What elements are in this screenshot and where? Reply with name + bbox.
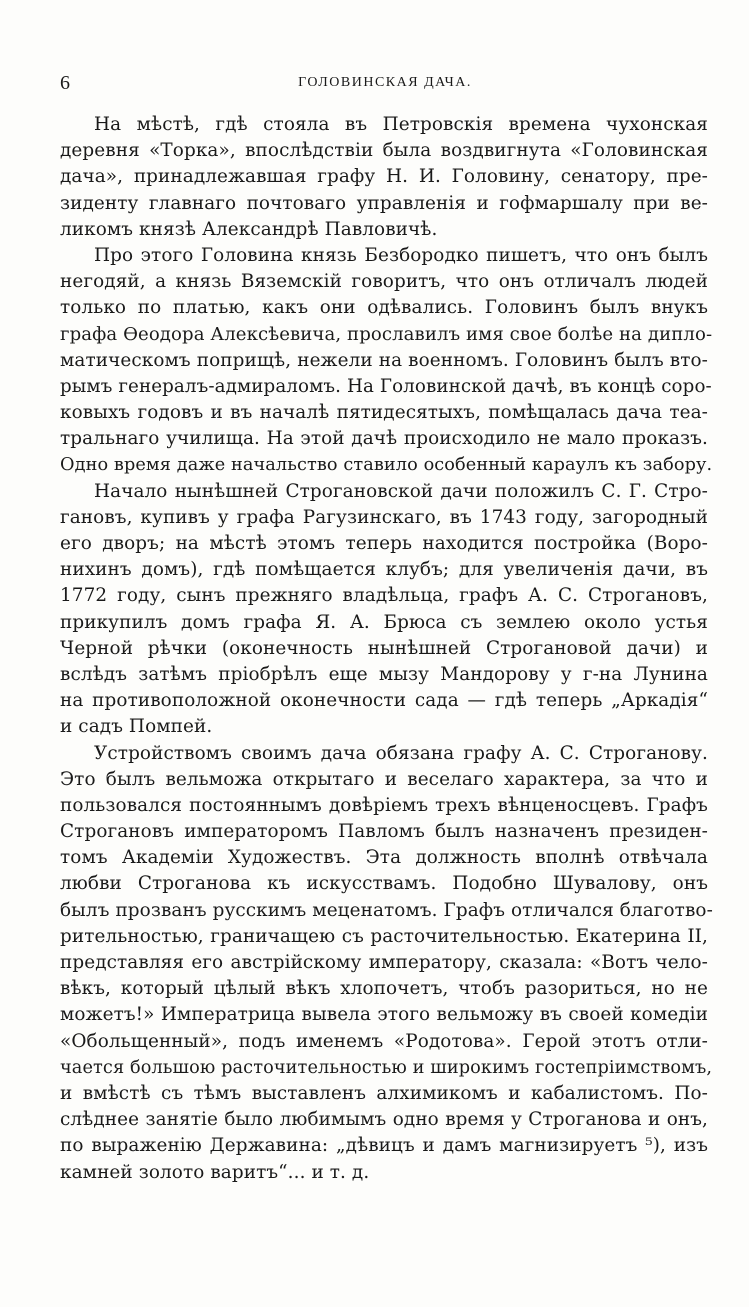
paragraph xyxy=(60,741,713,1186)
text-line: пользовался постояннымъ довѣріемъ трехъ вѣнценосцевъ. Графъ xyxy=(60,794,708,816)
text-line: и садъ Помпей. xyxy=(60,716,213,738)
text-line: по выраженію Державина: „дѣвицъ и дамъ магнизируетъ ⁵), изъ xyxy=(60,1135,708,1157)
paragraph xyxy=(60,243,713,479)
text-line: его дворъ; на мѣстѣ этомъ теперь находится постройка (Воро- xyxy=(60,533,708,554)
text-line: и вмѣстѣ съ тѣмъ выставленъ алхимикомъ и кабалистомъ. По- xyxy=(60,1082,708,1104)
page-number: 6 xyxy=(60,72,70,94)
text-line: деревня «Торка», впослѣдствіи была воздвигнута «Головинская xyxy=(60,140,708,162)
text-line: прикупилъ домъ графа Я. А. Брюса съ землею около устья xyxy=(60,611,708,633)
text-line: вслѣдъ затѣмъ пріобрѣлъ еще мызу Мандорову у г-на Лунина xyxy=(60,663,708,685)
text-line: представляя его австрійскому императору, сказала: «Вотъ чело- xyxy=(60,952,708,973)
text-line: «Обольщенный», подъ именемъ «Родотова». Герой этотъ отли- xyxy=(60,1030,708,1052)
text-line: матическомъ поприщѣ, нежели на военномъ. Головинъ былъ вто- xyxy=(60,349,708,371)
paragraph xyxy=(60,479,708,741)
text-line: гановъ, купивъ у графа Рагузинскаго, въ 1743 году, загородный xyxy=(60,506,708,528)
text-line: негодяй, а князь Вяземскій говоритъ, что онъ отличалъ людей xyxy=(60,271,708,293)
text-line: тральнаго училища. На этой дачѣ происходило не мало проказъ. xyxy=(60,428,708,450)
text-line: былъ прозванъ русскимъ меценатомъ. Графъ отличался благотво- xyxy=(60,899,713,921)
page-header xyxy=(60,72,710,100)
text-line: слѣднее занятіе было любимымъ одно время у Строганова и онъ, xyxy=(60,1109,708,1131)
text-line: рительностью, граничащею съ расточительностью. Екатерина II, xyxy=(60,925,708,947)
text-line: можетъ!» Императрица вывела этого вельможу въ своей комедіи xyxy=(60,1004,708,1026)
body-text xyxy=(60,112,713,1186)
text-line: зиденту главнаго почтоваго управленія и гофмаршалу при ве- xyxy=(60,192,708,214)
text-line: Устройствомъ своимъ дача обязана графу А. С. Строганову. xyxy=(94,742,708,764)
text-line: На мѣстѣ, гдѣ стояла въ Петровскія времена чухонская xyxy=(94,114,708,135)
text-line: томъ Академіи Художествъ. Эта должность вполнѣ отвѣчала xyxy=(60,847,708,869)
running-title: ГОЛОВИНСКАЯ ДАЧА. xyxy=(298,75,472,90)
text-line: ковыхъ годовъ и въ началѣ пятидесятыхъ, помѣщалась дача теа- xyxy=(60,402,708,424)
text-line: рымъ генералъ-адмираломъ. На Головинской дачѣ, въ концѣ соро- xyxy=(60,375,712,397)
text-line: чается большою расточительностью и широкимъ гостепріимствомъ, xyxy=(60,1057,713,1078)
text-line: Это былъ вельможа открытаго и веселаго характера, за что и xyxy=(60,768,708,790)
text-line: на противоположной оконечности сада — гдѣ теперь „Аркадія“ xyxy=(60,690,708,712)
text-line: 1772 году, сынъ прежняго владѣльца, графъ А. С. Строгановъ, xyxy=(60,585,708,607)
text-line: вѣкъ, который цѣлый вѣкъ хлопочетъ, чтобъ разориться, но не xyxy=(60,978,708,1000)
text-line: камней золото варитъ“... и т. д. xyxy=(60,1161,370,1183)
text-line: Строгановъ императоромъ Павломъ былъ назначенъ президен- xyxy=(60,821,708,843)
text-line: только по платью, какъ они одѣвались. Головинъ былъ внукъ xyxy=(60,297,708,319)
text-line: дача», принадлежавшая графу Н. И. Головину, сенатору, пре- xyxy=(60,166,708,188)
text-line: Начало нынѣшней Строгановской дачи положилъ С. Г. Стро- xyxy=(94,480,708,502)
paragraph xyxy=(60,112,708,243)
text-line: Одно время даже начальство ставило особенный караулъ къ забору. xyxy=(60,455,713,476)
text-line: графа Ѳеодора Алексѣевича, прославилъ имя свое болѣе на дипло- xyxy=(60,323,713,345)
text-line: Про этого Головина князь Безбородко пишетъ, что онъ былъ xyxy=(94,244,708,266)
text-line: ликомъ князѣ Александрѣ Павловичѣ. xyxy=(60,218,438,240)
text-line: нихинъ домъ), гдѣ помѣщается клубъ; для увеличенія дачи, въ xyxy=(60,559,708,581)
text-line: любви Строганова къ искусствамъ. Подобно Шувалову, онъ xyxy=(60,873,708,895)
text-line: Черной рѣчки (оконечность нынѣшней Строгановой дачи) и xyxy=(60,637,708,659)
